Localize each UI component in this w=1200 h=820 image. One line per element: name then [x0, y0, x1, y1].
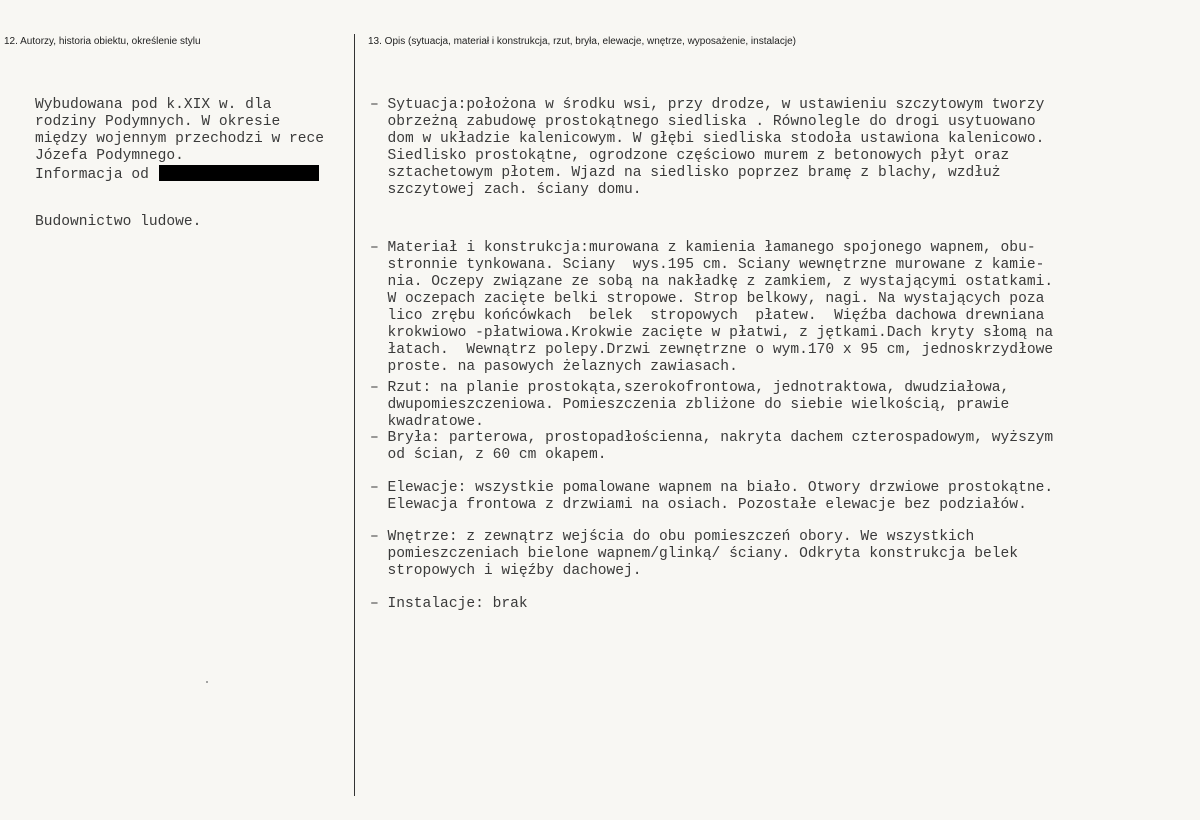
- description-line: Elewacja frontowa z drzwiami na osiach. Pozostałe elewacje bez podziałów.: [370, 497, 1027, 513]
- description-line: W oczepach zacięte belki stropowe. Strop belkowy, nagi. Na wystających poza: [370, 291, 1045, 307]
- description-line: – Wnętrze: z zewnątrz wejścia do obu pomieszczeń obory. We wszystkich: [370, 529, 975, 545]
- description-line: od ścian, z 60 cm okapem.: [370, 447, 607, 463]
- description-line: – Instalacje: brak: [370, 596, 528, 612]
- paper-speck: [206, 681, 208, 683]
- column-divider: [354, 34, 355, 796]
- description-line: dom w układzie kalenicowym. W głębi siedliska stodoła ustawiona kalenicowo.: [370, 131, 1045, 147]
- description-line: – Materiał i konstrukcja:murowana z kamienia łamanego spojonego wapnem, obu-: [370, 240, 1036, 256]
- description-line: szczytowej zach. ściany domu.: [370, 182, 642, 198]
- description-wnetrze: [370, 529, 1018, 580]
- description-elewacje: [370, 480, 1053, 514]
- description-bryla: [370, 430, 1053, 464]
- description-line: – Sytuacja:położona w środku wsi, przy drodze, w ustawieniu szczytowym tworzy: [370, 97, 1045, 113]
- history-line: Informacja od: [35, 167, 149, 183]
- description-line: kwadratowe.: [370, 414, 484, 430]
- description-line: stronnie tynkowana. Sciany wys.195 cm. Sciany wewnętrzne murowane z kamie-: [370, 257, 1045, 273]
- section-13-header: 13. Opis (sytuacja, materiał i konstrukcja, rzut, bryła, elewacje, wnętrze, wyposażenie, instalacje): [368, 36, 796, 47]
- history-line: Wybudowana pod k.XIX w. dla: [35, 97, 272, 113]
- redaction-bar: [159, 165, 319, 181]
- description-line: dwupomieszczeniowa. Pomieszczenia zbliżone do siebie wielkością, prawie: [370, 397, 1010, 413]
- style-text: Budownictwo ludowe.: [35, 214, 202, 230]
- history-line: między wojennym przechodzi w rece: [35, 131, 325, 147]
- description-line: sztachetowym płotem. Wjazd na siedlisko poprzez bramę z blachy, wzdłuż: [370, 165, 1001, 181]
- description-line: stropowych i więźby dachowej.: [370, 563, 642, 579]
- description-line: – Elewacje: wszystkie pomalowane wapnem na biało. Otwory drzwiowe prostokątne.: [370, 480, 1054, 496]
- description-material: [370, 240, 1053, 376]
- history-text: [35, 97, 324, 184]
- description-line: pomieszczeniach bielone wapnem/glinką/ ściany. Odkryta konstrukcja belek: [370, 546, 1019, 562]
- description-line: proste. na pasowych żelaznych zawiasach.: [370, 359, 738, 375]
- description-rzut: [370, 380, 1009, 431]
- history-line: Józefa Podymnego.: [35, 148, 184, 164]
- description-line: nia. Oczepy związane ze sobą na nakładkę z zamkiem, z wystającymi ostatkami.: [370, 274, 1054, 290]
- section-12-header: 12. Autorzy, historia obiektu, określenie stylu: [4, 36, 201, 47]
- description-line: krokwiowo -płatwiowa.Krokwie zacięte w płatwi, z jętkami.Dach kryty słomą na: [370, 325, 1054, 341]
- description-line: łatach. Wewnątrz polepy.Drzwi zewnętrzne o wym.170 x 95 cm, jednoskrzydłowe: [370, 342, 1054, 358]
- description-line: Siedlisko prostokątne, ogrodzone częściowo murem z betonowych płyt oraz: [370, 148, 1010, 164]
- description-line: lico zrębu końcówkach belek stropowych płatew. Więźba dachowa drewniana: [370, 308, 1045, 324]
- description-line: obrzeżną zabudowę prostokątnego siedliska . Równolegle do drogi usytuowano: [370, 114, 1036, 130]
- history-line: rodziny Podymnych. W okresie: [35, 114, 281, 130]
- description-instalacje: [370, 596, 528, 613]
- description-sytuacja: [370, 97, 1044, 199]
- description-line: – Rzut: na planie prostokąta,szerokofrontowa, jednotraktowa, dwudziałowa,: [370, 380, 1010, 396]
- description-line: – Bryła: parterowa, prostopadłościenna, nakryta dachem czterospadowym, wyższym: [370, 430, 1054, 446]
